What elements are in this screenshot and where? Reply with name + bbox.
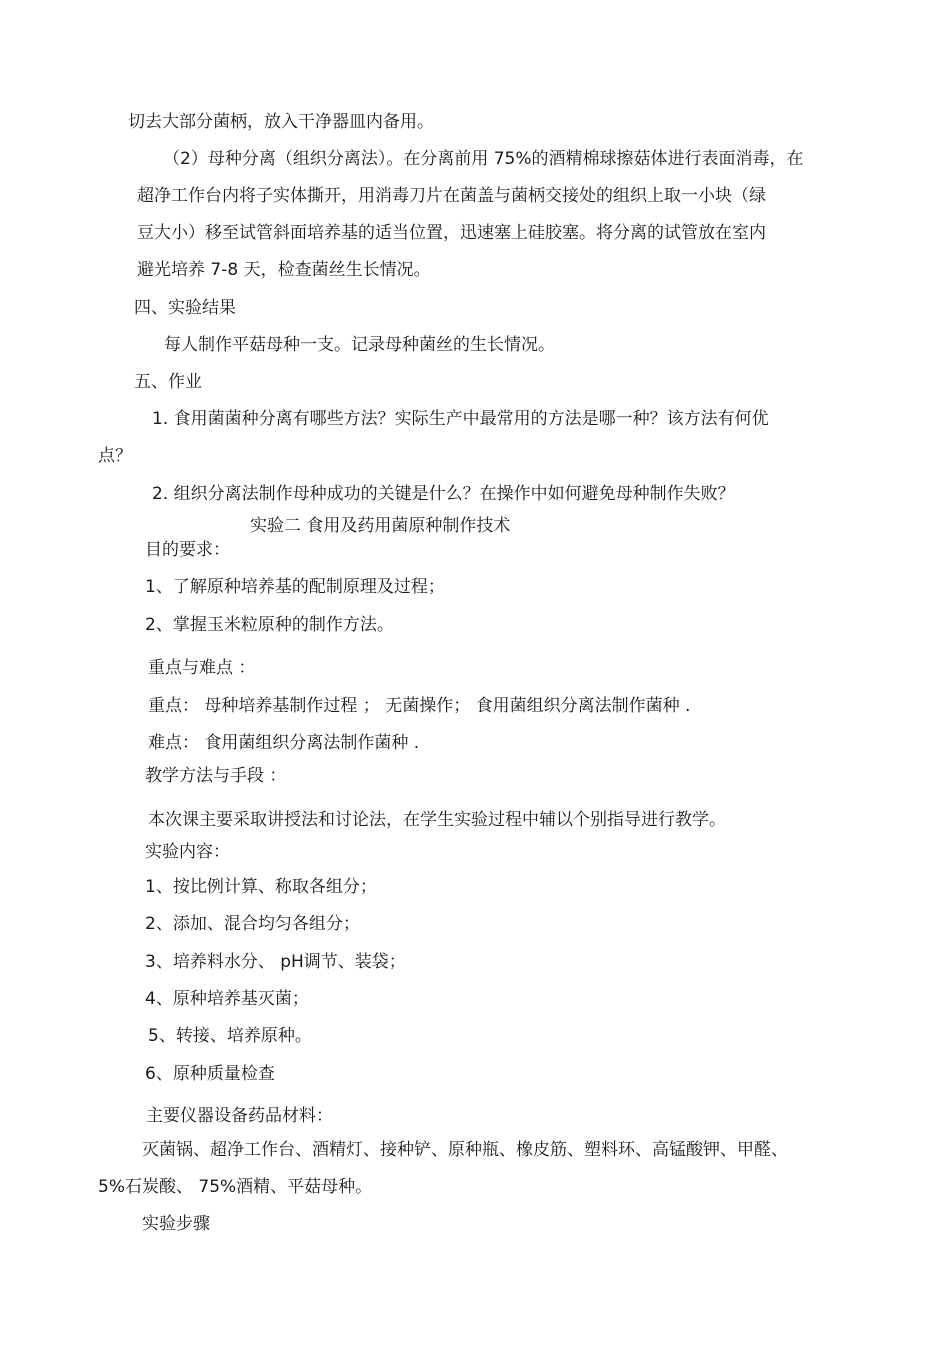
list-item: 3、培养料水分、 pH调节、装袋；	[145, 952, 406, 972]
text-line: 避光培养 7-8 天，检查菌丝生长情况。	[137, 260, 431, 280]
text-line: （2）母种分离（组织分离法）。在分离前用 75%的酒精棉球擦菇体进行表面消毒，在	[163, 149, 804, 169]
list-item: 1、按比例计算、称取各组分；	[145, 877, 377, 897]
text-line: 2. 组织分离法制作母种成功的关键是什么？在操作中如何避免母种制作失败？	[152, 484, 735, 504]
section-heading: 主要仪器设备药品材料：	[146, 1106, 333, 1126]
section-heading: 教学方法与手段 ：	[145, 766, 287, 786]
section-heading: 实验内容：	[145, 842, 230, 862]
text-line: 重点： 母种培养基制作过程 ； 无菌操作； 食用菌组织分离法制作菌种 .	[148, 696, 691, 716]
text-line: 切去大部分菌柄，放入干净器皿内备用。	[128, 112, 434, 132]
section-heading: 实验步骤	[142, 1214, 210, 1234]
text-line: 1. 食用菌菌种分离有哪些方法？实际生产中最常用的方法是哪一种？该方法有何优	[152, 409, 769, 429]
list-item: 5、转接、培养原种。	[148, 1026, 312, 1046]
list-item: 1、了解原种培养基的配制原理及过程；	[145, 577, 445, 597]
text-line: 5%石炭酸、 75%酒精、平菇母种。	[98, 1177, 373, 1197]
section-heading: 五、作业	[134, 372, 202, 392]
text-line: 点？	[98, 446, 132, 466]
text-line: 难点： 食用菌组织分离法制作菌种 .	[148, 733, 420, 753]
section-title: 实验二 食用及药用菌原种制作技术	[250, 516, 511, 536]
section-heading: 重点与难点 ：	[148, 658, 256, 678]
section-heading: 四、实验结果	[134, 298, 236, 318]
list-item: 4、原种培养基灭菌；	[145, 989, 309, 1009]
list-item: 2、掌握玉米粒原种的制作方法。	[145, 615, 394, 635]
text-line: 本次课主要采取讲授法和讨论法，在学生实验过程中辅以个别指导进行教学。	[148, 810, 726, 830]
text-line: 灭菌锅、超净工作台、酒精灯、接种铲、原种瓶、橡皮筋、塑料环、高锰酸钾、甲醛、	[142, 1140, 788, 1160]
text-line: 每人制作平菇母种一支。记录母种菌丝的生长情况。	[164, 335, 555, 355]
section-heading: 目的要求：	[145, 540, 230, 560]
list-item: 6、原种质量检查	[145, 1064, 275, 1084]
list-item: 2、添加、混合均匀各组分；	[145, 914, 360, 934]
text-line: 豆大小）移至试管斜面培养基的适当位置，迅速塞上硅胶塞。将分离的试管放在室内	[137, 223, 766, 243]
text-line: 超净工作台内将子实体撕开，用消毒刀片在菌盖与菌柄交接处的组织上取一小块（绿	[137, 186, 766, 206]
